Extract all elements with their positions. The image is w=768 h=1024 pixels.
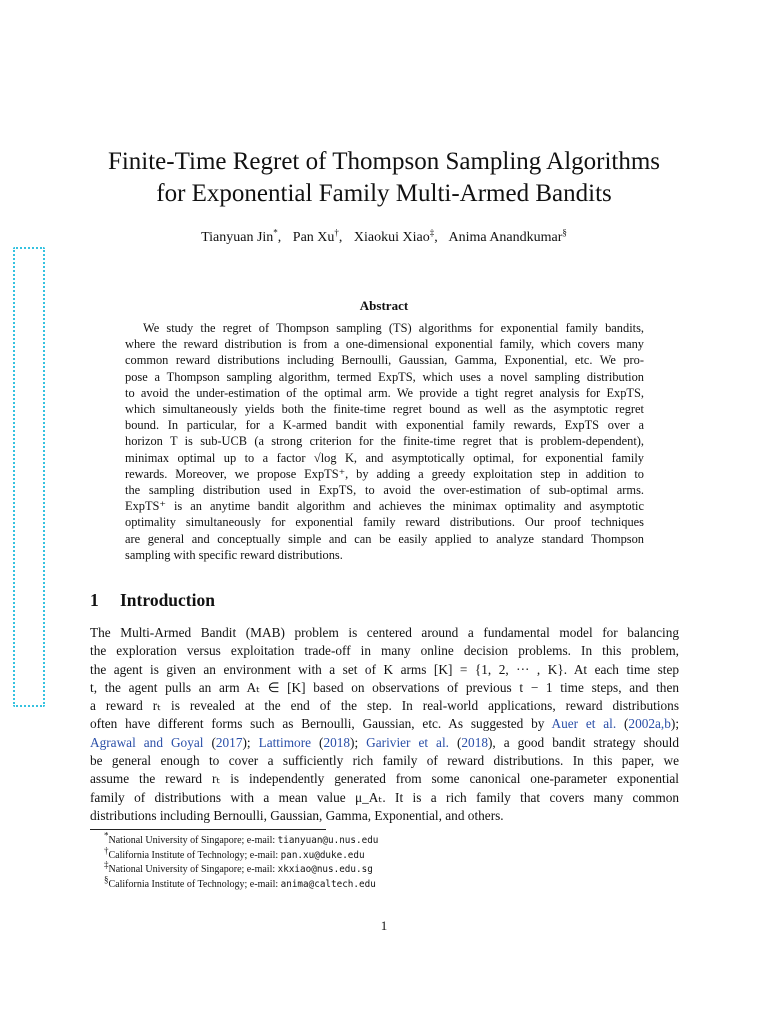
- author: Tianyuan Jin*: [201, 227, 278, 245]
- abstract-line: ExpTS⁺ is an anytime bandit algorithm and achieves the minimax optimality and asymptotic: [125, 499, 644, 514]
- abstract-line: We study the regret of Thompson sampling (TS) algorithms for exponential family bandits,: [143, 321, 644, 335]
- author-mark: *: [273, 227, 278, 238]
- footnote-email: pan.xu@duke.edu: [280, 849, 365, 861]
- page-number: 1: [380, 918, 388, 933]
- author: Anima Anandkumar§: [448, 227, 567, 245]
- body-line: family of distributions with a mean value μ_Aₜ. It is a rich family that covers many common: [90, 789, 679, 805]
- body-line-with-citations[interactable]: often have different forms such as Bernoulli, Gaussian, etc. As suggested by Auer et al. (2002a,b);: [90, 716, 680, 732]
- body-line: distributions including Bernoulli, Gaussian, Gamma, Exponential, and others.: [90, 807, 504, 823]
- abstract-line: the sampling distribution used in ExpTS, to avoid the over-estimation of sub-optimal arms.: [125, 483, 644, 498]
- abstract-line: where the reward distribution is from a one-dimensional exponential family, which covers many: [125, 337, 644, 352]
- abstract-line: minimax optimal up to a factor √log K, and asymptotically optimal, for exponential family: [125, 450, 644, 465]
- abstract-line: common reward distributions including Bernoulli, Gaussian, Gamma, Exponential, etc. We pro-: [125, 353, 644, 368]
- body-line: the agent is given an environment with a set of K arms [K] = {1, 2, ··· , K}. At each time step: [90, 661, 679, 677]
- abstract-line: horizon T is sub-UCB (a strong criterion for the finite-time regret that is problem-dependent),: [125, 434, 644, 449]
- body-line: The Multi-Armed Bandit (MAB) problem is centered around a fundamental model for balancing: [90, 625, 679, 640]
- citation-link[interactable]: 2018: [323, 734, 351, 750]
- body-line: assume the reward rₜ is independently generated from some canonical one-parameter exponential: [90, 771, 679, 787]
- footnote: †California Institute of Technology; e-mail: pan.xu@duke.edu: [104, 845, 365, 861]
- abstract-text: [125, 320, 644, 563]
- section-heading: [90, 589, 680, 611]
- abstract-line: are general and conceptually simple and can be easily applied to analyze standard Thompson: [125, 531, 644, 546]
- footnote-email: anima@caltech.edu: [280, 878, 376, 890]
- abstract-line: optimality simultaneously for exponential family reward distributions. Our proof techniques: [125, 515, 644, 530]
- abstract-line: rewards. Moreover, we propose ExpTS⁺, by adding a greedy exploitation step in addition to: [125, 466, 644, 481]
- title-line-2: for Exponential Family Multi-Armed Bandits: [156, 180, 612, 207]
- footnote: *National University of Singapore; e-mail: tianyuan@u.nus.edu: [104, 830, 379, 846]
- abstract-line: pose a Thompson sampling algorithm, termed ExpTS, which uses a novel sampling distribution: [125, 369, 644, 384]
- margin-annotation-box: [13, 247, 45, 707]
- author: Xiaokui Xiao‡: [353, 227, 435, 245]
- footnote-rule: [90, 829, 326, 830]
- section-title: Introduction: [120, 590, 215, 610]
- citation-link[interactable]: Lattimore: [258, 734, 312, 750]
- citation-link[interactable]: 2017: [215, 734, 243, 750]
- abstract-heading: Abstract: [359, 298, 409, 313]
- citation-link[interactable]: Agrawal and Goyal: [90, 734, 204, 750]
- body-line: t, the agent pulls an arm Aₜ ∈ [K] based on observations of previous t − 1 time steps, and then: [90, 679, 679, 695]
- citation-link[interactable]: 2002a,b: [628, 716, 671, 732]
- introduction-text: [90, 624, 679, 825]
- author-list: Tianyuan Jin*, Pan Xu†, Xiaokui Xiao‡, Anima Anandkumar§: [201, 227, 567, 245]
- footnote: §California Institute of Technology; e-mail: anima@caltech.edu: [104, 874, 376, 890]
- author-mark: ‡: [429, 227, 435, 238]
- footnote-email: xkxiao@nus.edu.sg: [277, 864, 373, 876]
- paper-title: [60, 146, 708, 210]
- author-mark: §: [562, 227, 567, 238]
- body-line: be general enough to cover a sufficiently rich family of reward distributions. In this paper, we: [90, 753, 679, 769]
- body-line: the exploration versus exploitation trade-off in many online decision problems. In this problem,: [90, 643, 679, 659]
- title-line-1: Finite-Time Regret of Thompson Sampling Algorithms: [107, 148, 661, 175]
- citation-link[interactable]: Auer et al.: [551, 716, 617, 732]
- citation-link[interactable]: 2018: [461, 734, 488, 750]
- footnotes: [104, 830, 664, 892]
- abstract-line: bound. In particular, for a K-armed bandit with exponential family rewards, ExpTS over a: [125, 418, 644, 433]
- body-line-with-citations[interactable]: Agrawal and Goyal (2017); Lattimore (2018); Garivier et al. (2018), a good bandit strategy should: [90, 734, 679, 750]
- citation-link[interactable]: Garivier et al.: [366, 734, 449, 750]
- abstract-line: sampling with specific reward distributions.: [125, 547, 343, 562]
- body-line: a reward rₜ is revealed at the end of the step. In real-world applications, reward distributions: [90, 698, 679, 714]
- author: Pan Xu†: [292, 227, 339, 245]
- author-mark: †: [334, 227, 339, 238]
- section-number: 1: [90, 590, 99, 610]
- footnote-email: tianyuan@u.nus.edu: [277, 835, 379, 846]
- abstract-line: to avoid the under-estimation of the optimal arm. We provide a tight regret analysis for ExpTS,: [125, 385, 644, 400]
- footnote: ‡National University of Singapore; e-mail: xkxiao@nus.edu.sg: [104, 859, 373, 876]
- abstract-line: which simultaneously yields both the finite-time regret bound as well as the asymptotic regret: [125, 402, 644, 417]
